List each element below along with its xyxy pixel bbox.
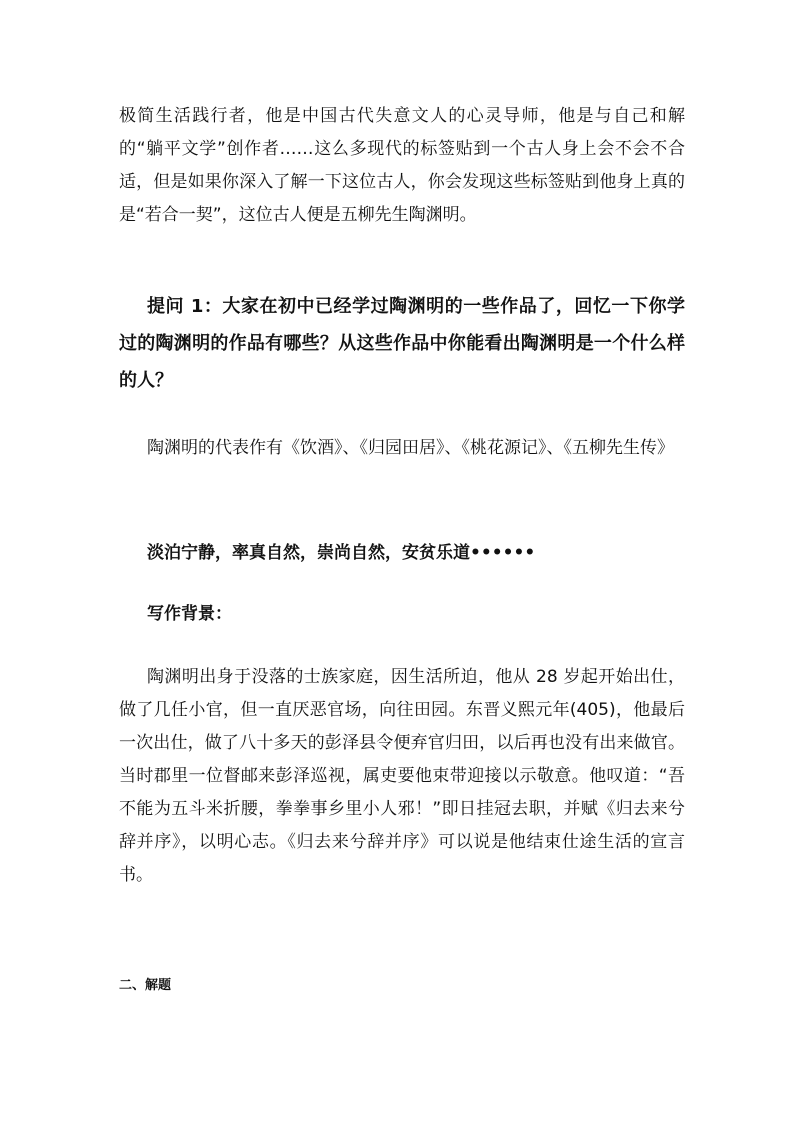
section-2-heading: 二、解题: [119, 978, 172, 993]
representative-works: 陶渊明的代表作有《饮酒》、《归园田居》、《桃花源记》、《五柳先生传》: [147, 438, 674, 458]
question-1: 提问 1：大家在初中已经学过陶渊明的一些作品了，回忆一下你学过的陶渊明的作品有哪些？从这些作品中你能看出陶渊明是一个什么样的人？: [119, 296, 685, 391]
background-text: 陶渊明出身于没落的士族家庭，因生活所迫，他从 28 岁起开始出仕，做了几任小官，但一直厌恶官场，向往田园。东晋义熙元年(405)，他最后一次出仕，做了八十多天的彭泽县令便弃官归田，以后再也没有出来做官。当时郡里一位督邮来彭泽巡视，属吏要他束带迎接以示敬意。他叹道：“吾不能为五斗米折腰，拳拳事乡里小人邪！”即日挂冠去职，并赋《归去来兮辞并序》，以明心志。《归去来兮辞并序》可以说是他结束仕途生活的宣言书。: [119, 667, 685, 885]
character-summary: 淡泊宁静，率真自然，崇尚自然，安贫乐道••••••: [147, 543, 536, 563]
background-heading: 写作背景：: [147, 604, 232, 624]
intro-paragraph: 极简生活践行者，他是中国古代失意文人的心灵导师，他是与自己和解的“躺平文学”创作者……这么多现代的标签贴到一个古人身上会不会不合适，但是如果你深入了解一下这位古人，你会发现这些标签贴到他身上真的是“若合一契”，这位古人便是五柳先生陶渊明。: [119, 106, 685, 225]
